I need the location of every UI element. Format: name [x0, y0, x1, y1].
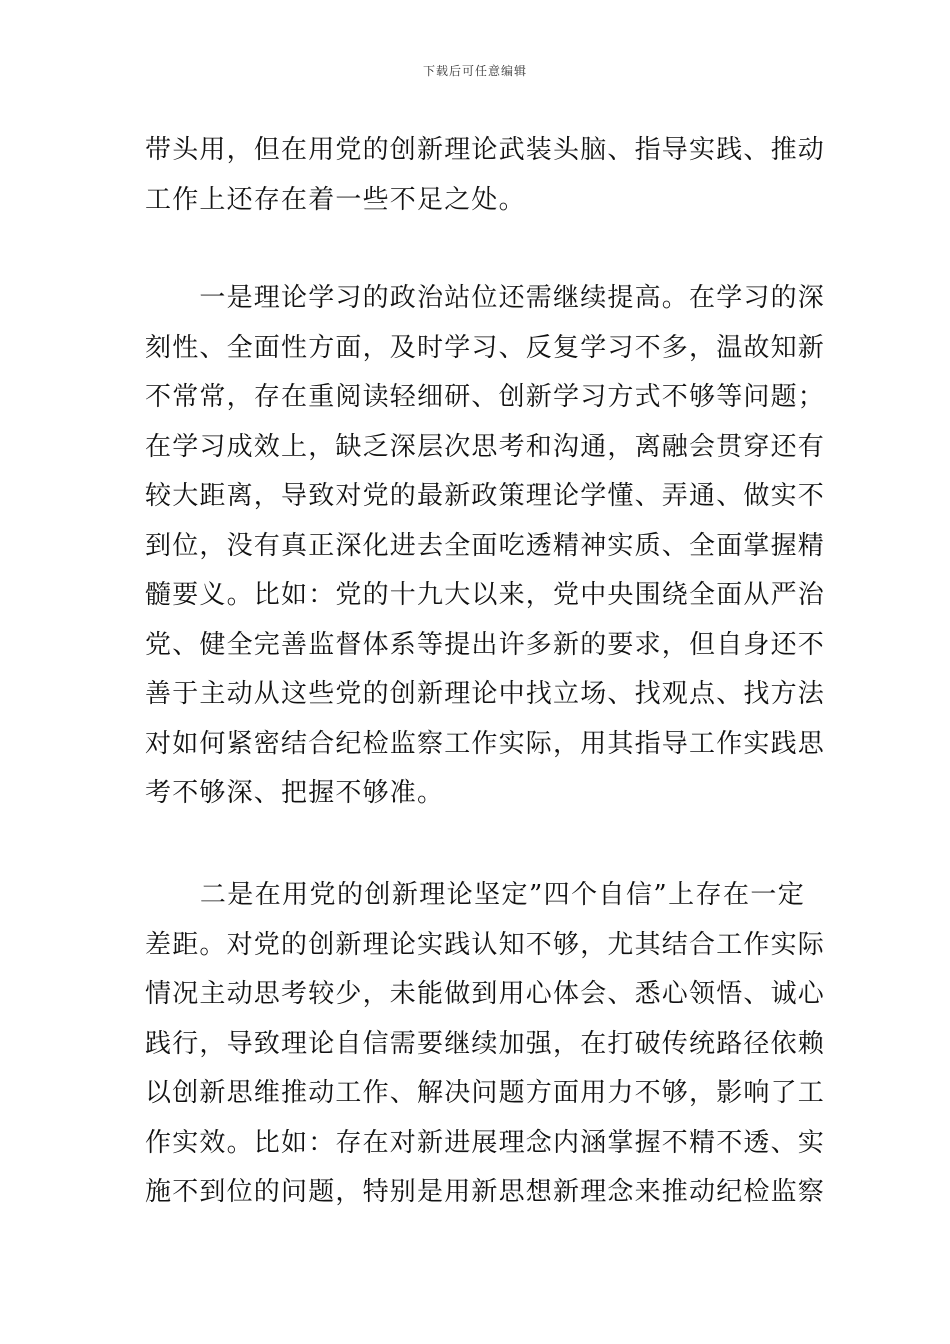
text-line: 在学习成效上，缺乏深层次思考和沟通，离融会贯穿还有	[145, 431, 826, 462]
text-line: 善于主动从这些党的创新理论中找立场、找观点、找方法	[145, 679, 826, 709]
paragraph-1	[145, 126, 826, 225]
text-line: 到位，没有真正深化进去全面吃透精神实质、全面掌握精	[145, 530, 826, 561]
text-line: 髓要义。比如：党的十九大以来，党中央围绕全面从严治	[145, 580, 826, 610]
text-line: 刻性、全面性方面，及时学习、反复学习不多，温故知新	[145, 332, 826, 363]
text-line: 带头用，但在用党的创新理论武装头脑、指导实践、推动	[145, 135, 826, 165]
text-line: 以创新思维推动工作、解决问题方面用力不够，影响了工	[145, 1078, 826, 1108]
text-line: 情况主动思考较少，未能做到用心体会、悉心领悟、诚心	[145, 979, 826, 1009]
text-line: 二是在用党的创新理论坚定”四个自信”上存在一定	[145, 880, 805, 910]
text-line: 较大距离，导致对党的最新政策理论学懂、弄通、做实不	[145, 481, 826, 511]
text-line: 一是理论学习的政治站位还需继续提高。在学习的深	[145, 283, 826, 313]
paragraph-3	[145, 871, 826, 1218]
text-line: 作实效。比如：存在对新进展理念内涵掌握不精不透、实	[145, 1127, 826, 1158]
text-line: 工作上还存在着一些不足之处。	[145, 184, 526, 215]
text-line: 不常常，存在重阅读轻细研、创新学习方式不够等问题；	[145, 382, 826, 412]
text-line: 差距。对党的创新理论实践认知不够，尤其结合工作实际	[145, 929, 826, 960]
text-line: 党、健全完善监督体系等提出许多新的要求，但自身还不	[145, 629, 826, 660]
text-line: 践行，导致理论自信需要继续加强，在打破传统路径依赖	[145, 1028, 826, 1059]
paragraph-2	[145, 274, 826, 819]
text-line: 施不到位的问题，特别是用新思想新理念来推动纪检监察	[145, 1177, 826, 1207]
page-header: 下载后可任意编辑	[422, 64, 527, 78]
text-line: 考不够深、把握不够准。	[145, 778, 445, 808]
text-line: 对如何紧密结合纪检监察工作实际，用其指导工作实践思	[145, 728, 826, 759]
